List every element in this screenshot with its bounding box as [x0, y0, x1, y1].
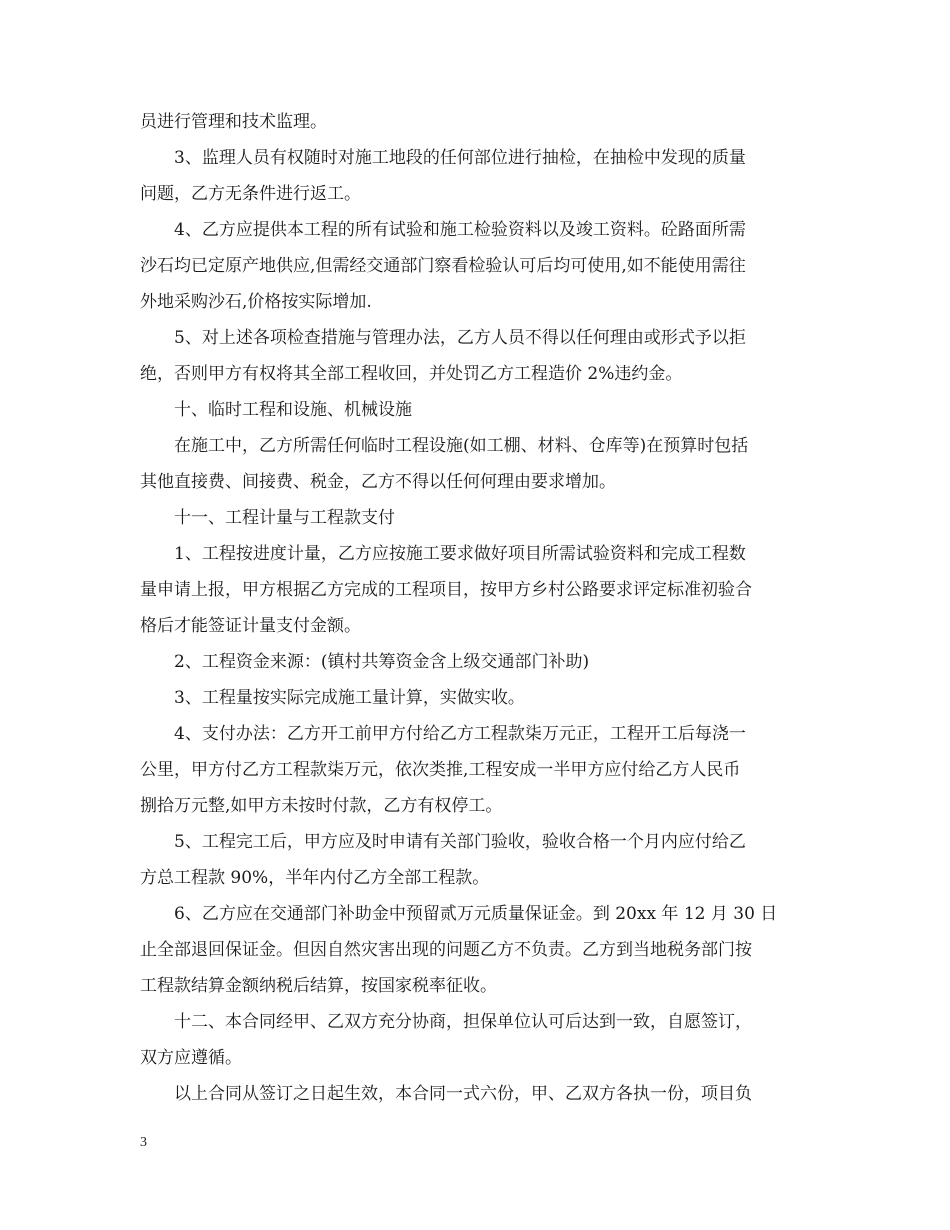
text-line: 其他直接费、间接费、税金，乙方不得以任何何理由要求增加。 — [140, 472, 616, 492]
text-line: 4、乙方应提供本工程的所有试验和施工检验资料以及竣工资料。砼路面所需 — [174, 220, 746, 240]
text-line: 格后才能签证计量支付金额。 — [140, 616, 361, 636]
text-line: 在施工中，乙方所需任何临时工程设施(如工棚、材料、仓库等)在预算时包括 — [174, 436, 749, 456]
text-line: 止全部退回保证金。但因自然灾害出现的问题乙方不负责。乙方到当地税务部门按 — [140, 940, 752, 960]
section-heading: 十二、本合同经甲、乙双方充分协商，担保单位认可后达到一致，自愿签订， — [174, 1012, 752, 1032]
text-line: 方总工程款 90%，半年内付乙方全部工程款。 — [140, 868, 490, 888]
text-line: 2、工程资金来源：(镇村共筹资金含上级交通部门补助) — [174, 652, 590, 672]
section-heading: 十、临时工程和设施、机械设施 — [174, 400, 412, 420]
text-line: 3、监理人员有权随时对施工地段的任何部位进行抽检，在抽检中发现的质量 — [174, 148, 746, 168]
section-heading: 十一、工程计量与工程款支付 — [174, 508, 395, 528]
text-line: 沙石均已定原产地供应,但需经交通部门察看检验认可后均可使用,如不能使用需往 — [140, 256, 746, 276]
text-line: 员进行管理和技术监理。 — [140, 112, 327, 132]
text-line: 4、支付办法：乙方开工前甲方付给乙方工程款柒万元正，工程开工后每浇一 — [174, 724, 746, 744]
text-line: 1、工程按进度计量，乙方应按施工要求做好项目所需试验资料和完成工程数 — [174, 544, 746, 564]
text-line: 公里，甲方付乙方工程款柒万元，依次类推,工程安成一半甲方应付给乙方人民币 — [140, 760, 741, 780]
text-line: 5、工程完工后，甲方应及时申请有关部门验收，验收合格一个月内应付给乙 — [174, 832, 746, 852]
text-line: 外地采购沙石,价格按实际增加. — [140, 292, 372, 312]
text-line: 绝，否则甲方有权将其全部工程收回，并处罚乙方工程造价 2%违约金。 — [140, 364, 683, 384]
text-line: 3、工程量按实际完成施工量计算，实做实收。 — [174, 688, 525, 708]
text-line: 双方应遵循。 — [140, 1048, 242, 1068]
text-line: 5、对上述各项检查措施与管理办法，乙方人员不得以任何理由或形式予以拒 — [174, 328, 746, 348]
page-number: 3 — [140, 1135, 147, 1150]
text-line: 问题，乙方无条件进行返工。 — [140, 184, 361, 204]
text-line: 工程款结算金额纳税后结算，按国家税率征收。 — [140, 976, 497, 996]
text-line: 捌拾万元整,如甲方未按时付款，乙方有权停工。 — [140, 796, 503, 816]
text-line: 量申请上报，甲方根据乙方完成的工程项目，按甲方乡村公路要求评定标准初验合 — [140, 580, 752, 600]
text-line: 以上合同从签订之日起生效，本合同一式六份，甲、乙双方各执一份，项目负 — [174, 1084, 752, 1104]
text-line: 6、乙方应在交通部门补助金中预留贰万元质量保证金。到 20xx 年 12 月 30 日 — [174, 904, 778, 924]
